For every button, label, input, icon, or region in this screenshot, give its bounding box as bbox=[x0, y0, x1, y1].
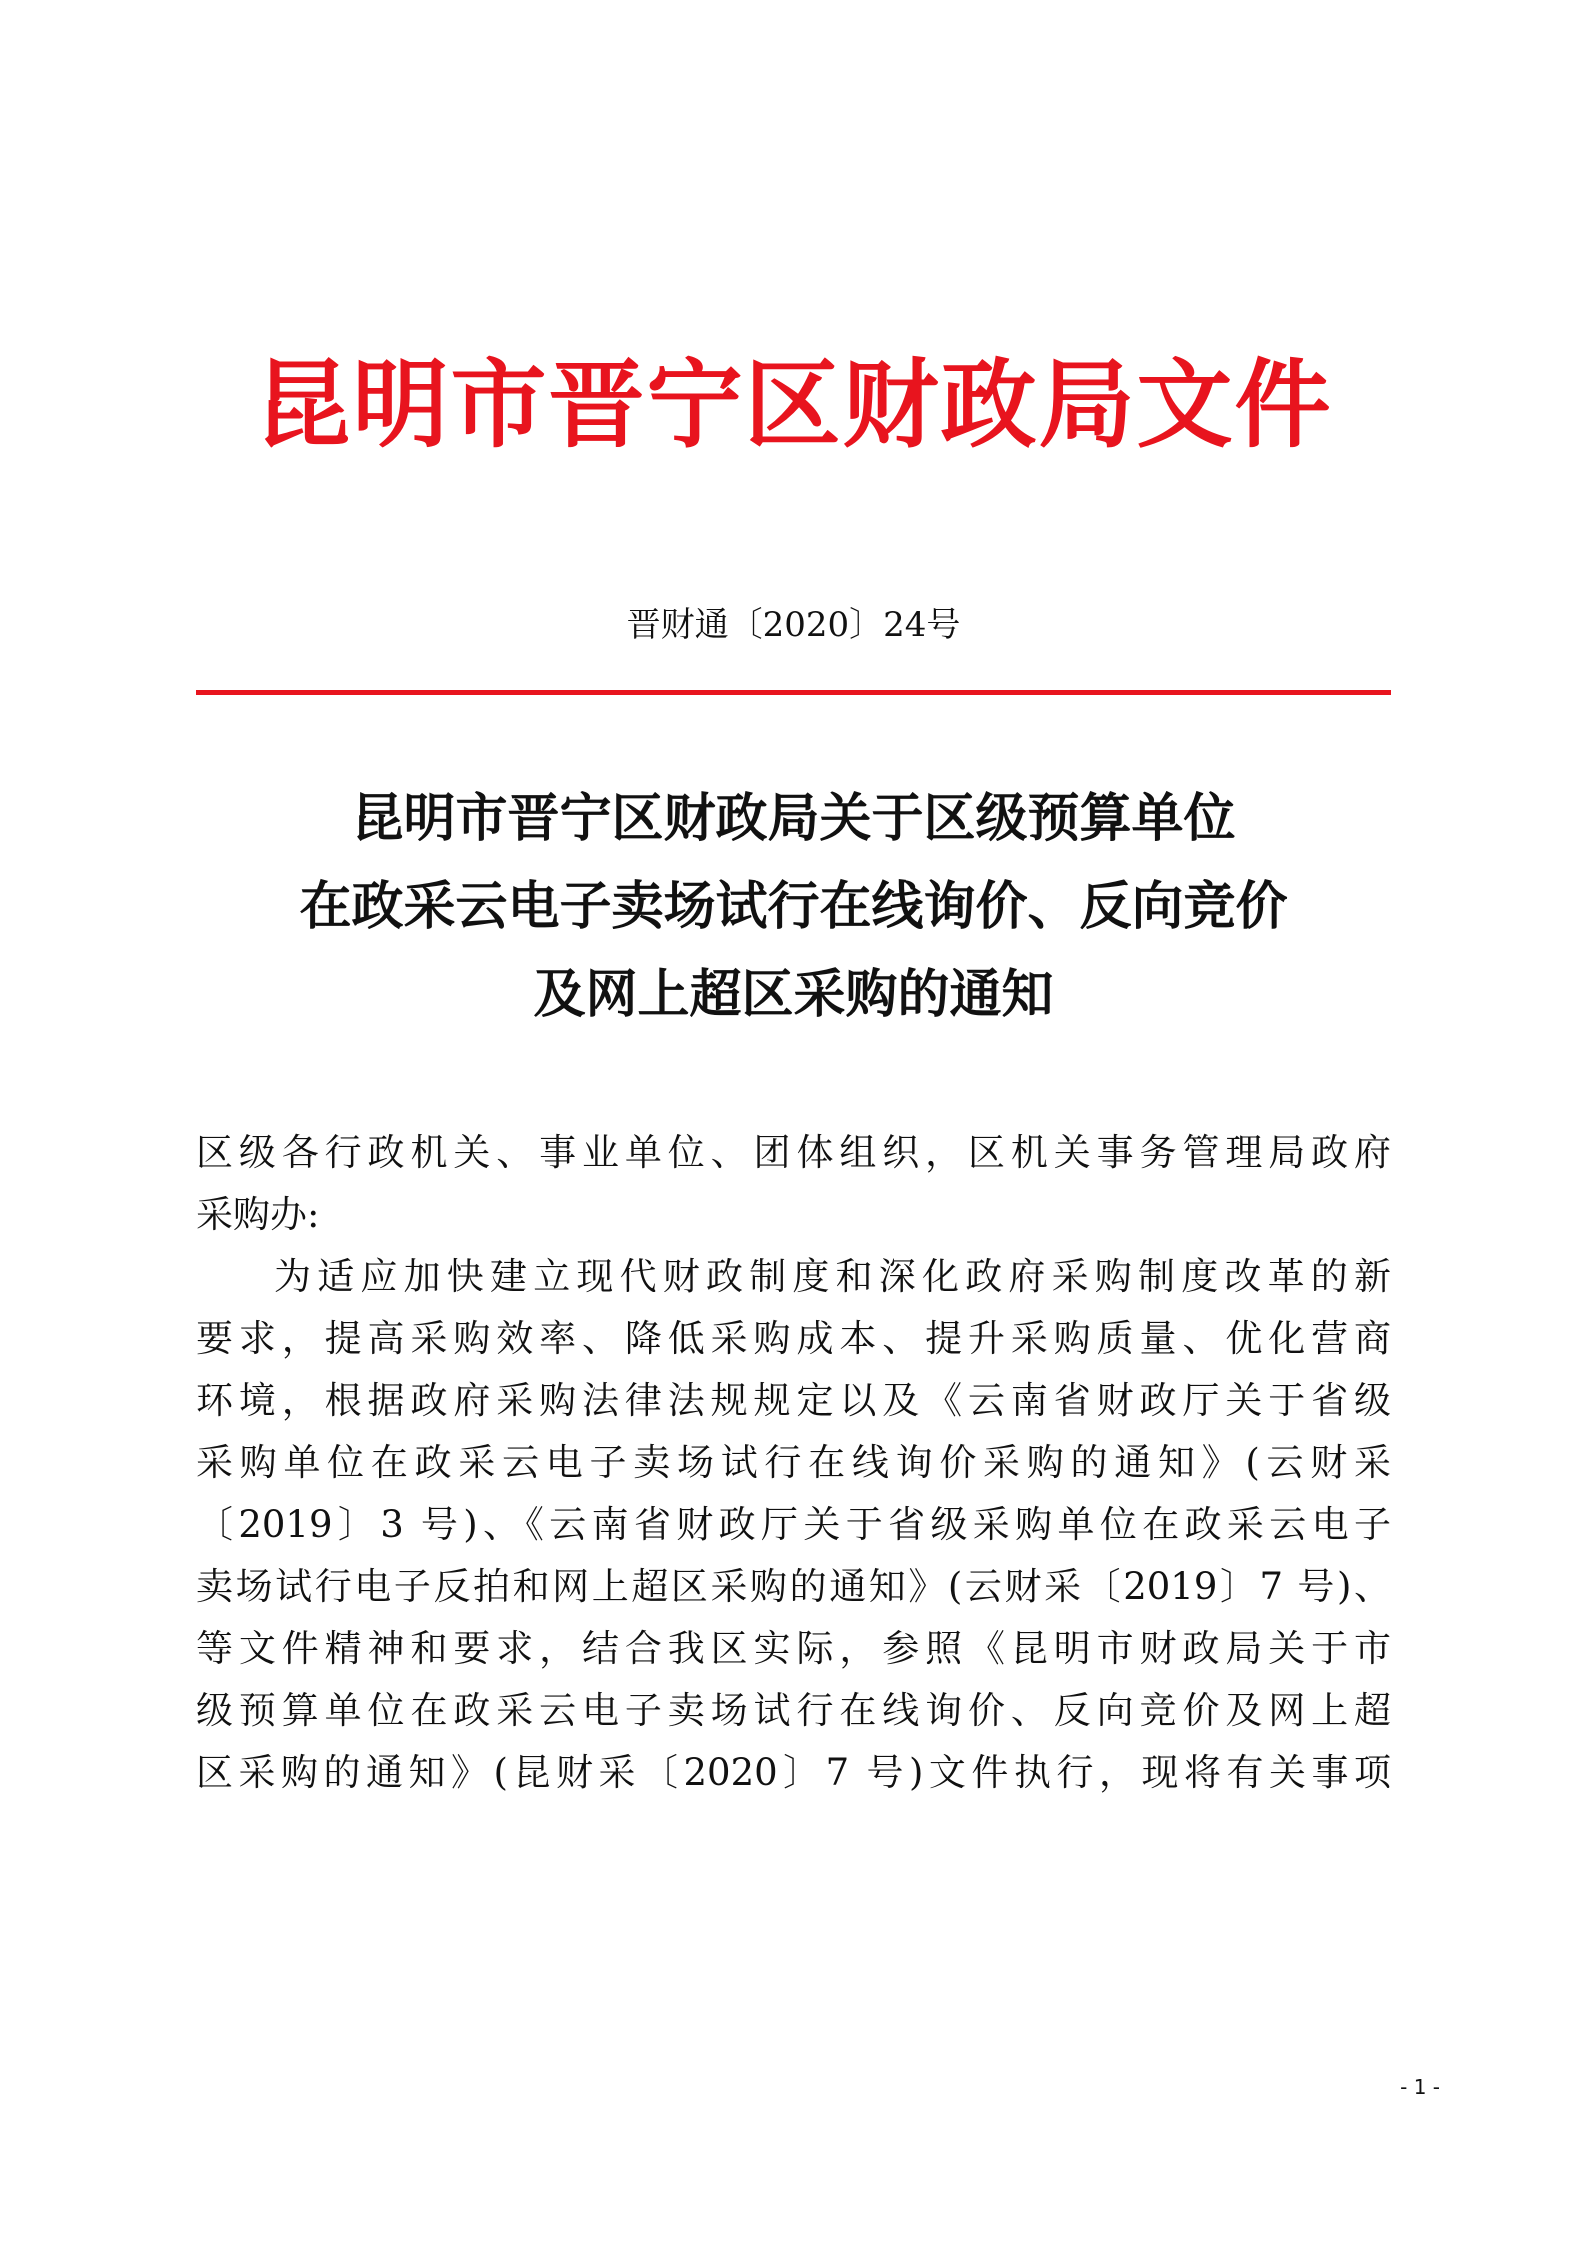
body-line: 为适应加快建立现代财政制度和深化政府采购制度改革的新 bbox=[274, 1255, 1391, 1298]
notice-title-line: 及网上超区采购的通知 bbox=[533, 964, 1054, 1025]
body-line: 〔2019〕3 号)、《云南省财政厅关于省级采购单位在政采云电子 bbox=[196, 1503, 1391, 1546]
page-number: - 1 - bbox=[1400, 2075, 1440, 2099]
body-line: 等文件精神和要求，结合我区实际，参照《昆明市财政局关于市 bbox=[196, 1627, 1391, 1670]
document-number: 晋财通〔2020〕24号 bbox=[626, 605, 961, 645]
body-line: 区采购的通知》(昆财采〔2020〕7 号)文件执行，现将有关事项 bbox=[196, 1751, 1391, 1794]
notice-title-line: 昆明市晋宁区财政局关于区级预算单位 bbox=[351, 788, 1236, 849]
notice-title bbox=[0, 775, 1587, 1039]
addressee-line: 区级各行政机关、事业单位、团体组织，区机关事务管理局政府 bbox=[196, 1131, 1391, 1174]
red-divider-rule bbox=[196, 690, 1391, 695]
body-line: 要求，提高采购效率、降低采购成本、提升采购质量、优化营商 bbox=[196, 1317, 1391, 1360]
addressee-line: 采购办: bbox=[196, 1193, 320, 1236]
body-line: 采购单位在政采云电子卖场试行在线询价采购的通知》(云财采 bbox=[196, 1441, 1391, 1484]
notice-title-line: 在政采云电子卖场试行在线询价、反向竞价 bbox=[299, 876, 1288, 937]
document-masthead: 昆明市晋宁区财政局文件 bbox=[254, 348, 1333, 461]
notice-body bbox=[196, 1122, 1391, 1804]
body-line: 环境，根据政府采购法律法规规定以及《云南省财政厅关于省级 bbox=[196, 1379, 1391, 1422]
body-line: 卖场试行电子反拍和网上超区采购的通知》(云财采〔2019〕7 号)、 bbox=[196, 1565, 1391, 1608]
body-line: 级预算单位在政采云电子卖场试行在线询价、反向竞价及网上超 bbox=[196, 1689, 1391, 1732]
